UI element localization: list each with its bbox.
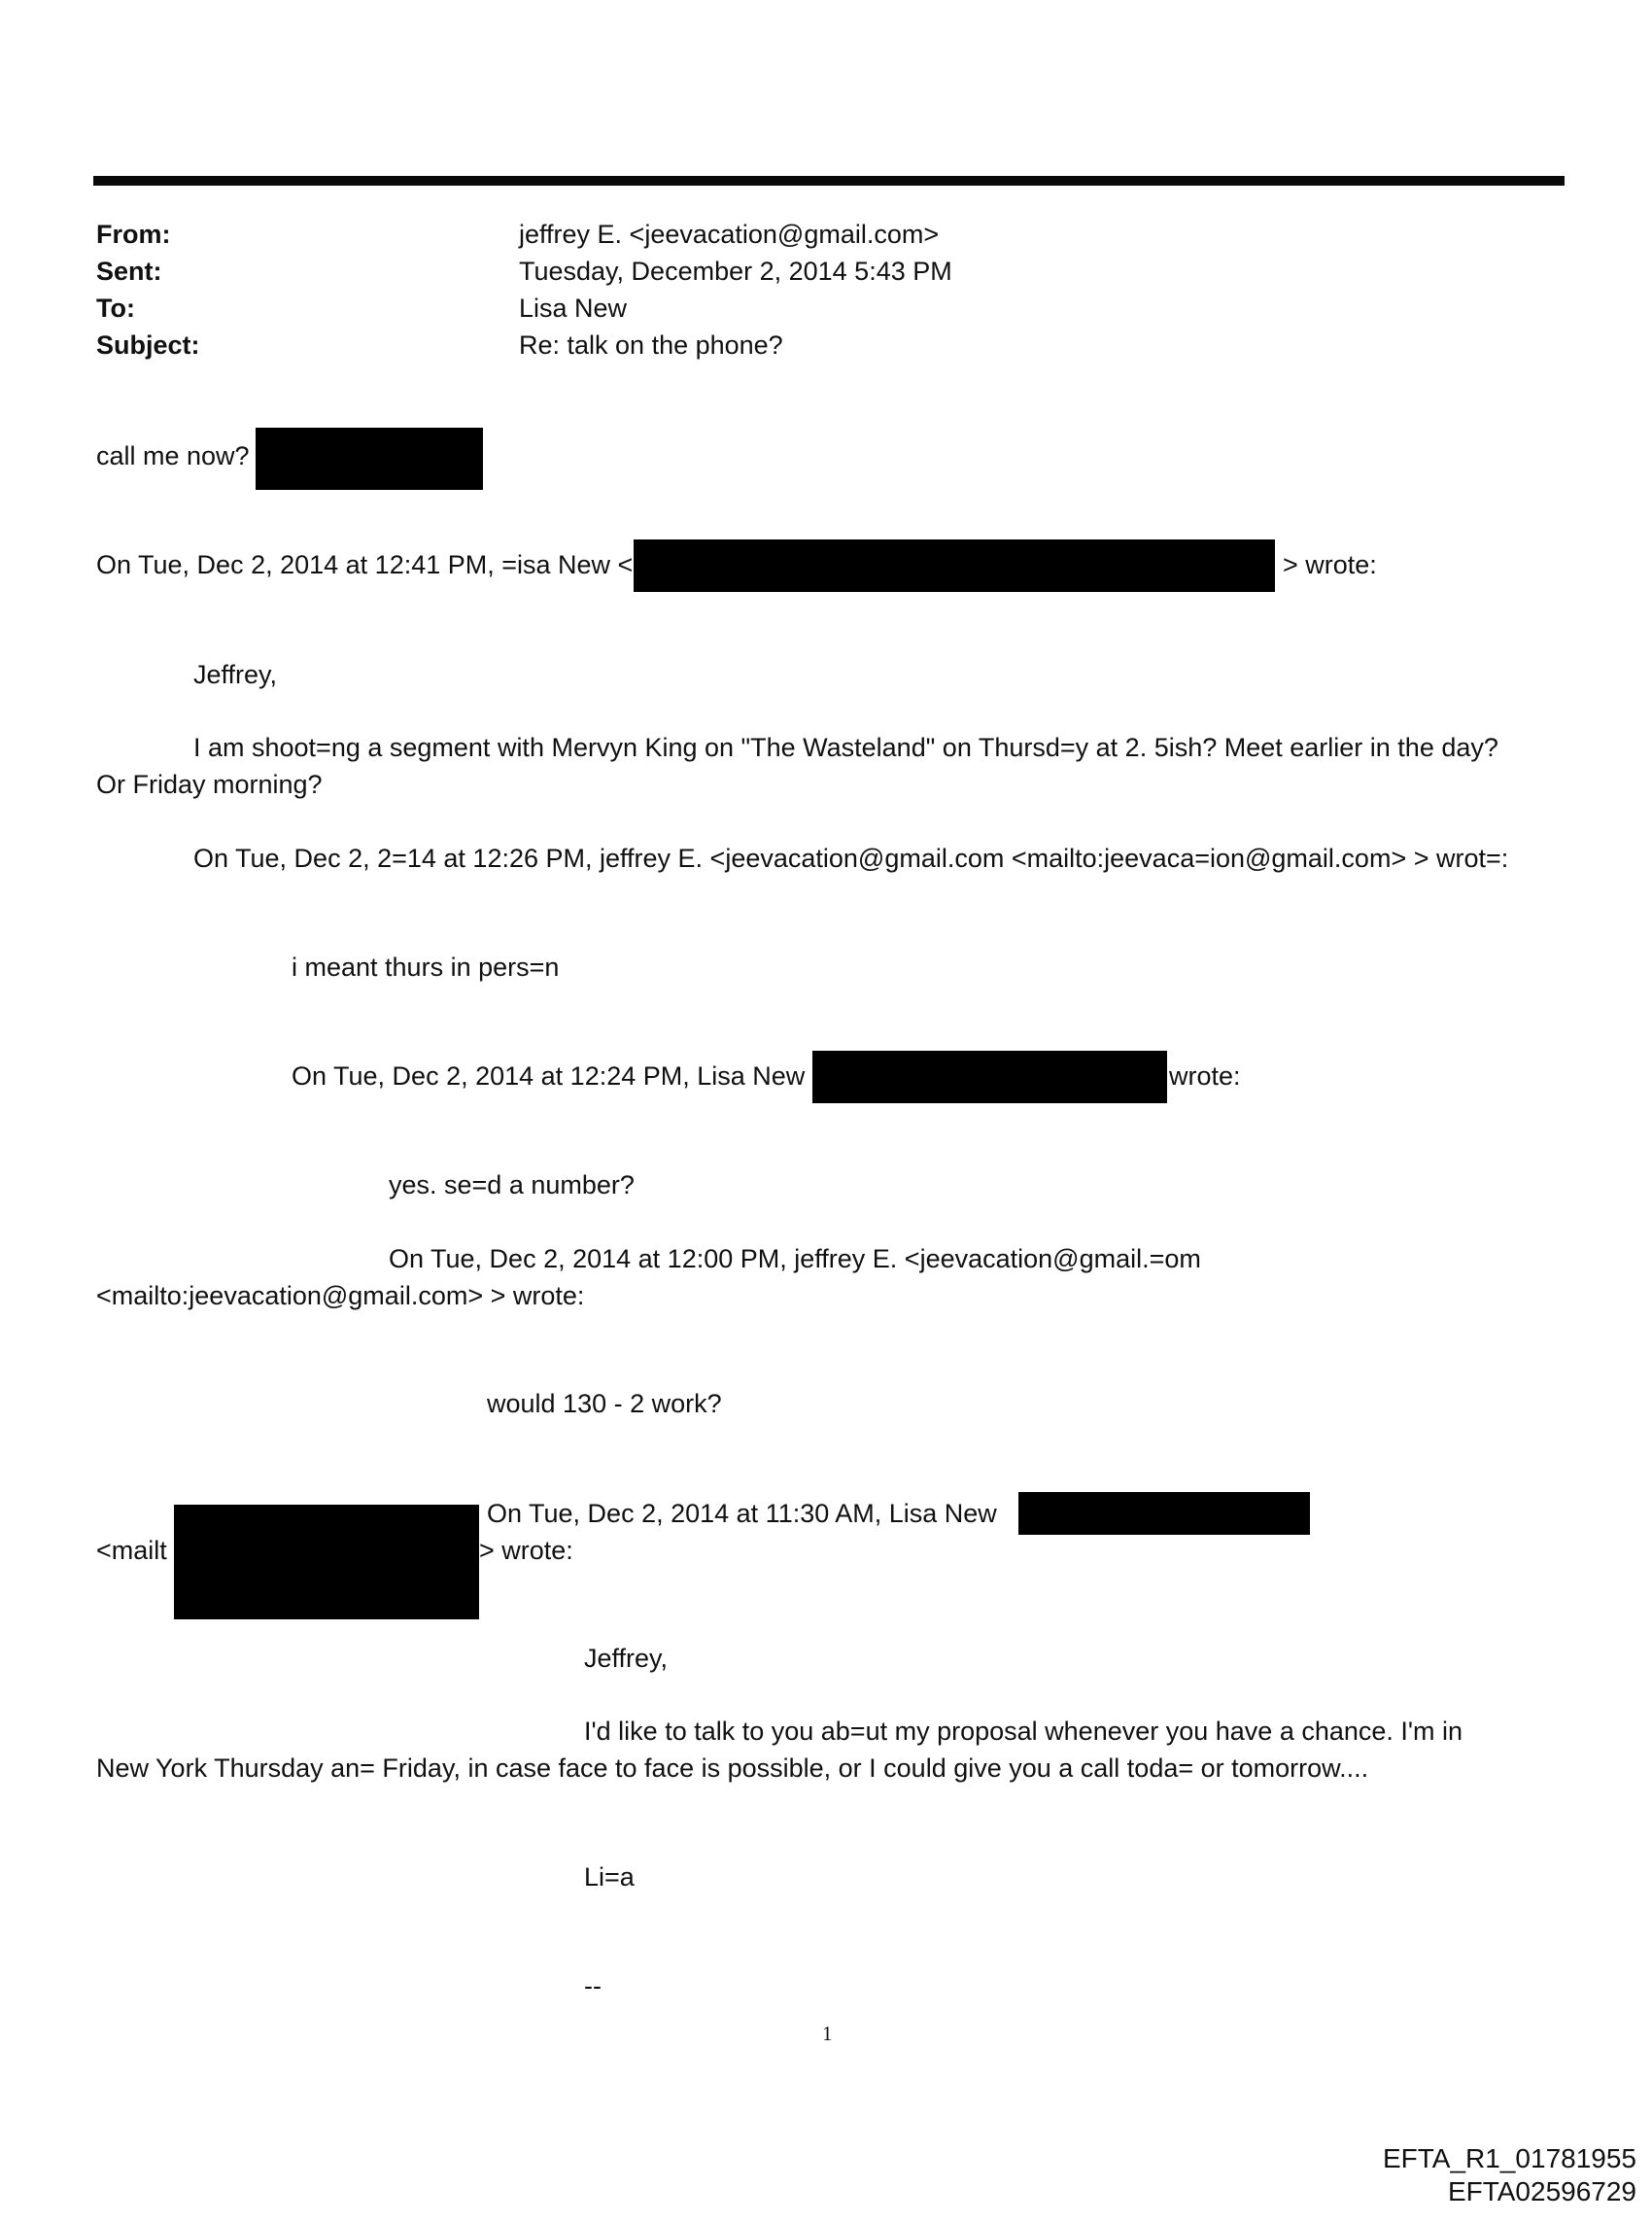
message-line: i meant thurs in pers=n [292,953,560,982]
subject-label: Subject: [96,330,200,360]
quote-header-5: On Tue, Dec 2, 2014 at 11:30 AM, Lisa New [487,1499,997,1528]
to-label: To: [96,294,135,323]
redaction-box [812,1051,1167,1103]
quote-header-5-cont: <mailt [96,1536,167,1565]
subject-value: Re: talk on the phone? [519,330,783,360]
message-line: yes. se=d a number? [389,1170,635,1199]
message-line: I'd like to talk to you ab=ut my proposal whenever you have a chance. I'm in [584,1717,1463,1746]
quote-header-2: On Tue, Dec 2, 2=14 at 12:26 PM, jeffrey E. <jeevacation@gmail.com <mailto:jeevaca=ion@gmail.com> > wrot=: [193,844,1509,873]
from-value: jeffrey E. <jeevacation@gmail.com> [519,220,940,249]
signature: Li=a [584,1862,635,1892]
sent-value: Tuesday, December 2, 2014 5:43 PM [519,257,952,286]
quote-header-5-end: > wrote: [479,1536,573,1565]
sent-label: Sent: [96,257,162,286]
greeting: Jeffrey, [193,660,278,689]
redaction-box [256,428,483,490]
page-number: 1 [822,2022,833,2045]
signature-separator: -- [584,1971,602,2000]
bates-number: EFTA_R1_01781955 [1383,2143,1636,2173]
from-label: From: [96,220,171,249]
greeting: Jeffrey, [584,1644,669,1673]
quote-header-3: On Tue, Dec 2, 2014 at 12:24 PM, Lisa New [292,1061,806,1091]
bates-number: EFTA02596729 [1447,2176,1636,2206]
redaction-box [1018,1492,1310,1535]
quote-header-4-cont: <mailto:jeevacation@gmail.com> > wrote: [96,1281,585,1310]
quote-header-3-end: wrote: [1169,1061,1241,1091]
reply-text: call me now? [96,441,250,470]
quote-header-1-end: > wrote: [1283,550,1377,579]
message-line: New York Thursday an= Friday, in case face to face is possible, or I could give you a call toda= or tomorrow.... [96,1753,1369,1783]
message-line: I am shoot=ng a segment with Mervyn King on "The Wasteland" on Thursd=y at 2. 5ish? Meet earlier in the day? [193,733,1498,762]
quote-header-1: On Tue, Dec 2, 2014 at 12:41 PM, =isa New < [96,550,634,579]
quote-header-4: On Tue, Dec 2, 2014 at 12:00 PM, jeffrey E. <jeevacation@gmail.=om [389,1244,1201,1273]
header-rule [93,176,1565,186]
redaction-box [634,539,1275,592]
to-value: Lisa New [519,294,628,323]
message-line: would 130 - 2 work? [487,1389,722,1418]
message-line: Or Friday morning? [96,770,323,799]
redaction-box [174,1505,479,1619]
